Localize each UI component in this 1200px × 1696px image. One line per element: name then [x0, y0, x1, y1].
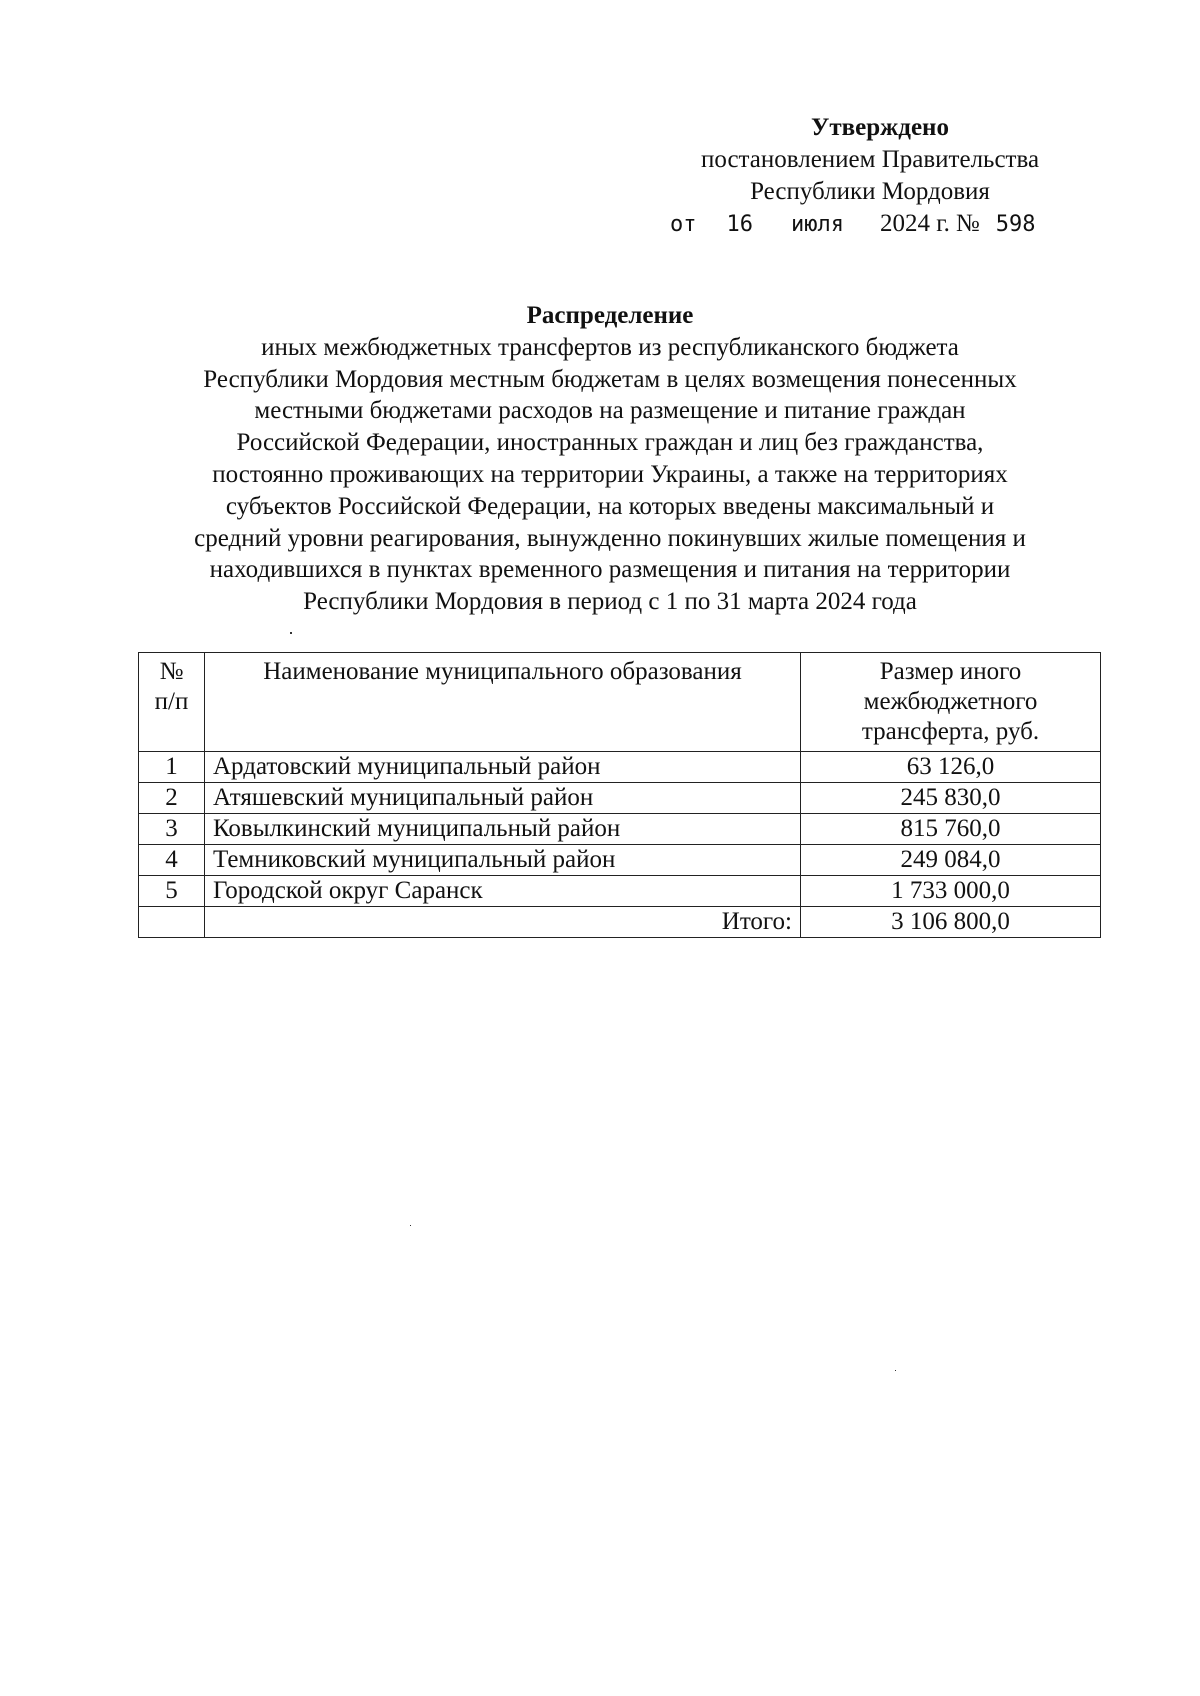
row-number: 1	[139, 752, 205, 783]
approval-republic: Республики Мордовия	[750, 178, 990, 205]
heading-line: Российской Федерации, иностранных граждан и лиц без гражданства,	[236, 429, 984, 457]
heading-body	[130, 332, 1090, 618]
total-empty-cell	[139, 907, 205, 938]
table-row	[139, 876, 1101, 907]
table-row	[139, 783, 1101, 814]
row-number: 2	[139, 783, 205, 814]
date-prefix: от	[670, 212, 697, 237]
header-municipality: Наименование муниципального образования	[205, 653, 801, 752]
row-amount: 245 830,0	[801, 783, 1101, 814]
approval-date-line	[650, 208, 1090, 241]
total-amount: 3 106 800,0	[801, 907, 1101, 938]
header-amount: Размер иного межбюджетного трансферта, руб.	[801, 653, 1101, 752]
row-municipality: Темниковский муниципальный район	[205, 845, 801, 876]
row-amount: 63 126,0	[801, 752, 1101, 783]
heading-line: иных межбюджетных трансфертов из республиканского бюджета	[261, 333, 959, 361]
heading-line: Республики Мордовия местным бюджетам в целях возмещения понесенных	[203, 365, 1017, 393]
distribution-table	[138, 652, 1101, 938]
total-label: Итого:	[205, 907, 801, 938]
scan-speck	[290, 632, 292, 634]
total-row	[139, 907, 1101, 938]
heading-line: Республики Мордовия в период с 1 по 31 марта 2024 года	[303, 588, 917, 616]
table-row	[139, 845, 1101, 876]
row-municipality: Ковылкинский муниципальный район	[205, 814, 801, 845]
header-number: № п/п	[139, 653, 205, 752]
heading-line: субъектов Российской Федерации, на которых введены максимальный и	[225, 492, 995, 520]
row-municipality: Ардатовский муниципальный район	[205, 752, 801, 783]
row-municipality: Атяшевский муниципальный район	[205, 783, 801, 814]
document-number: 598	[995, 212, 1036, 237]
distribution-heading	[130, 300, 1090, 618]
table-row	[139, 814, 1101, 845]
row-number: 4	[139, 845, 205, 876]
row-amount: 815 760,0	[801, 814, 1101, 845]
row-amount: 249 084,0	[801, 845, 1101, 876]
row-number: 3	[139, 814, 205, 845]
table-header-row	[139, 653, 1101, 752]
row-municipality: Городской округ Саранск	[205, 876, 801, 907]
approval-block	[650, 112, 1090, 241]
date-year: 2024 г.	[879, 210, 950, 237]
table-row	[139, 752, 1101, 783]
date-month: июля	[791, 212, 844, 237]
scan-speck	[410, 1225, 411, 1226]
heading-line: постоянно проживающих на территории Украины, а также на территориях	[212, 460, 1008, 488]
heading-title: Распределение	[526, 302, 694, 329]
scan-speck	[895, 1370, 896, 1371]
approval-title: Утверждено	[811, 114, 949, 141]
row-amount: 1 733 000,0	[801, 876, 1101, 907]
approval-issuer: постановлением Правительства	[700, 146, 1040, 173]
heading-line: находившихся в пунктах временного размещения и питания на территории	[209, 556, 1011, 584]
date-day: 16	[726, 212, 753, 237]
heading-line: местными бюджетами расходов на размещение и питание граждан	[254, 397, 966, 425]
heading-line: средний уровни реагирования, вынужденно покинувших жилые помещения и	[194, 524, 1026, 552]
row-number: 5	[139, 876, 205, 907]
number-sign: №	[955, 210, 980, 237]
